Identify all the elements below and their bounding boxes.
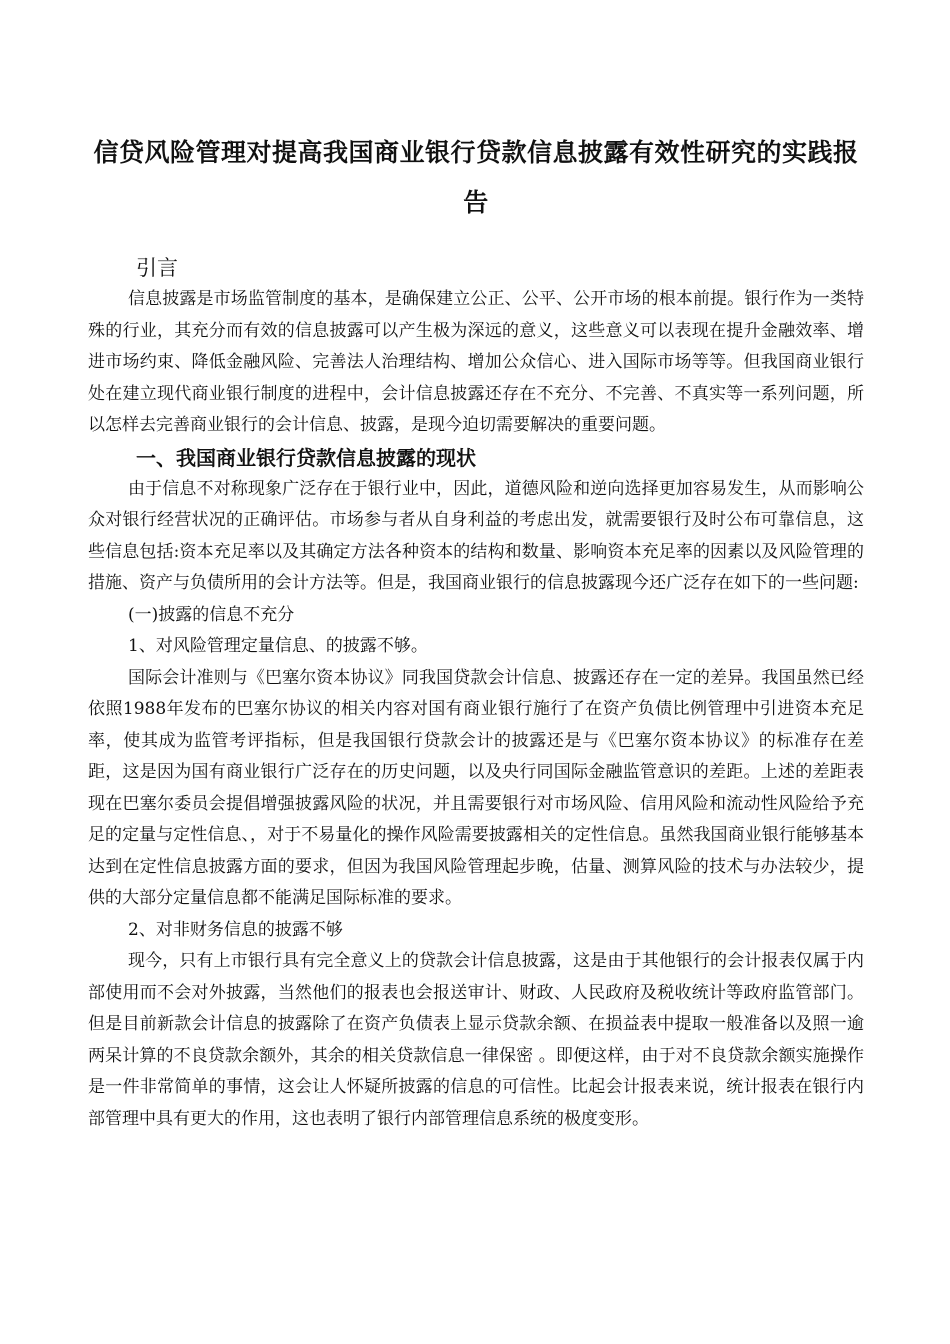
document-title: 信贷风险管理对提高我国商业银行贷款信息披露有效性研究的实践报告: [93, 138, 859, 217]
item-2-heading: 2、对非财务信息的披露不够: [128, 919, 343, 940]
item-1-paragraph: 国际会计准则与《巴塞尔资本协议》同我国贷款会计信息、披露还存在一定的差异。我国虽然已经依照1988年发布的巴塞尔协议的相关内容对国有商业银行施行了在资产负债比例管理中引进资本充足率，使其成为监管考评指标，但是我国银行贷款会计的披露还是与《巴塞尔资本协议》的标准存在差距，这是因为国有商业银行广泛存在的历史问题，以及央行同国际金融监管意识的差距。上述的差距表现在巴塞尔委员会提倡增强披露风险的状况，并且需要银行对市场风险、信用风险和流动性风险给予充足的定量与定性信息、，对于不易量化的操作风险需要披露相关的定性信息。虽然我国商业银行能够基本达到在定性信息披露方面的要求，但因为我国风险管理起步晚，估量、测算风险的技术与办法较少，提供的大部分定量信息都不能满足国际标准的要求。: [88, 667, 864, 908]
intro-paragraph: 信息披露是市场监管制度的基本，是确保建立公正、公平、公开市场的根本前提。银行作为一类特殊的行业，其充分而有效的信息披露可以产生极为深远的意义，这些意义可以表现在提升金融效率、增进市场约束、降低金融风险、完善法人治理结构、增加公众信心、进入国际市场等等。但我国商业银行处在建立现代商业银行制度的进程中，会计信息披露还存在不充分、不完善、不真实等一系列问题，所以怎样去完善商业银行的会计信息、披露，是现今迫切需要解决的重要问题。: [88, 289, 864, 435]
section-1-paragraph: 由于信息不对称现象广泛存在于银行业中，因此，道德风险和逆向选择更加容易发生，从而影响公众对银行经营状况的正确评估。市场参与者从自身利益的考虑出发，就需要银行及时公布可靠信息，这些信息包括:资本充足率以及其确定方法各种资本的结构和数量、影响资本充足率的因素以及风险管理的措施、资产与负债所用的会计方法等。但是，我国商业银行的信息披露现今还广泛存在如下的一些问题:: [88, 478, 864, 593]
document-page: [88, 128, 864, 1135]
item-1-heading: 1、对风险管理定量信息、的披露不够。: [128, 636, 428, 656]
subsection-1-heading: (一)披露的信息不充分: [128, 604, 295, 625]
item-2-paragraph: 现今，只有上市银行具有完全意义上的贷款会计信息披露，这是由于其他银行的会计报表仅属于内部使用而不会对外披露，当然他们的报表也会报送审计、财政、人民政府及税收统计等政府监管部门。但是目前新款会计信息的披露除了在资产负债表上显示贷款余额、在损益表中提取一般准备以及照一逾两呆计算的不良贷款余额外，其余的相关贷款信息一律保密 。即便这样，由于对不良贷款余额实施操作是一件非常简单的事情，这会让人怀疑所披露的信息的可信性。比起会计报表来说，统计报表在银行内部管理中具有更大的作用，这也表明了银行内部管理信息系统的极度变形。: [88, 951, 864, 1129]
section-1-heading: 一、我国商业银行贷款信息披露的现状: [136, 445, 476, 470]
intro-heading: 引言: [136, 256, 178, 280]
